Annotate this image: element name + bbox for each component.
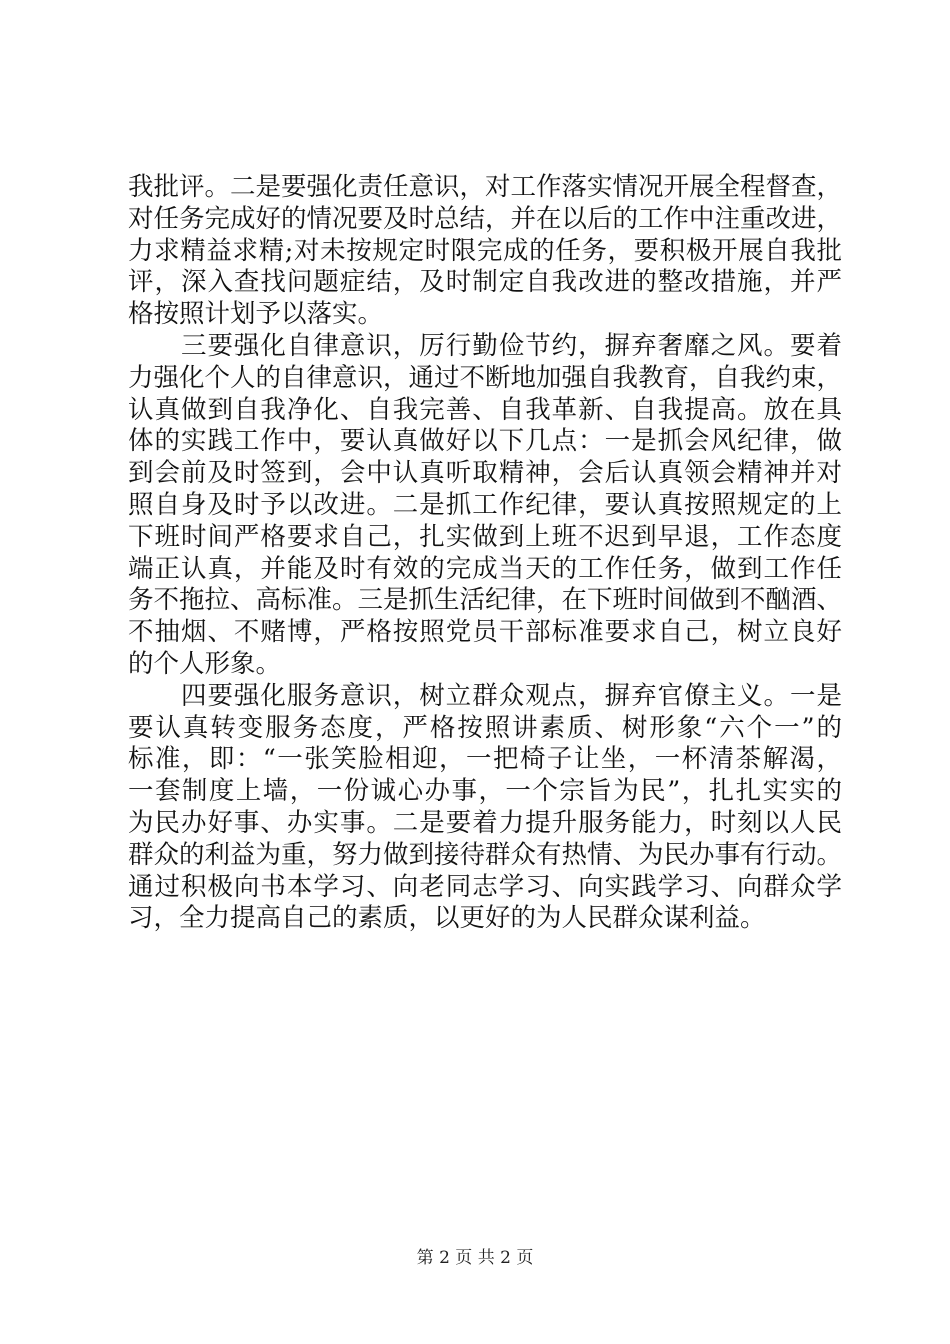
text-line: 习，全力提高自己的素质，以更好的为人民群众谋利益。 <box>128 903 766 934</box>
text-line: 三要强化自律意识，厉行勤俭节约，摒弃奢靡之风。要着 <box>128 330 842 361</box>
text-line: 体的实践工作中，要认真做好以下几点：一是抓会风纪律，做 <box>128 426 842 457</box>
text-line: 力强化个人的自律意识，通过不断地加强自我教育，自我约束， <box>128 362 843 393</box>
text-line: 端正认真，并能及时有效的完成当天的工作任务，做到工作任 <box>128 553 842 584</box>
text-line: 要认真转变服务态度，严格按照讲素质、树形象“六个一”的 <box>128 712 842 743</box>
text-line: 格按照计划予以落实。 <box>128 299 384 330</box>
text-line: 务不拖拉、高标准。三是抓生活纪律，在下班时间做到不酗酒、 <box>128 585 843 616</box>
text-line: 一套制度上墙，一份诚心办事，一个宗旨为民”，扎扎实实的 <box>128 776 842 807</box>
text-line: 评，深入查找问题症结，及时制定自我改进的整改措施，并严 <box>128 267 842 298</box>
body-text <box>128 172 842 935</box>
text-line: 对任务完成好的情况要及时总结，并在以后的工作中注重改进， <box>128 203 843 234</box>
text-line: 为民办好事、办实事。二是要着力提升服务能力，时刻以人民 <box>128 807 842 838</box>
text-line: 照自身及时予以改进。二是抓工作纪律，要认真按照规定的上 <box>128 489 842 520</box>
text-line: 我批评。二是要强化责任意识，对工作落实情况开展全程督查， <box>128 172 843 202</box>
text-line: 下班时间严格要求自己，扎实做到上班不迟到早退，工作态度 <box>128 521 842 552</box>
text-line: 标准，即：“一张笑脸相迎，一把椅子让坐，一杯清茶解渴， <box>128 744 842 775</box>
text-line: 不抽烟、不赌博，严格按照党员干部标准要求自己，树立良好 <box>128 617 842 648</box>
text-line: 认真做到自我净化、自我完善、自我革新、自我提高。放在具 <box>128 394 842 425</box>
page-footer: 第 2 页 共 2 页 <box>416 1248 534 1268</box>
text-line: 通过积极向书本学习、向老同志学习、向实践学习、向群众学 <box>128 871 842 902</box>
text-line: 四要强化服务意识，树立群众观点，摒弃官僚主义。一是 <box>128 680 842 711</box>
text-line: 群众的利益为重，努力做到接待群众有热情、为民办事有行动。 <box>128 839 843 870</box>
text-line: 到会前及时签到，会中认真听取精神，会后认真领会精神并对 <box>128 458 842 489</box>
text-line: 力求精益求精;对未按规定时限完成的任务，要积极开展自我批 <box>128 235 842 266</box>
text-line: 的个人形象。 <box>128 648 282 679</box>
